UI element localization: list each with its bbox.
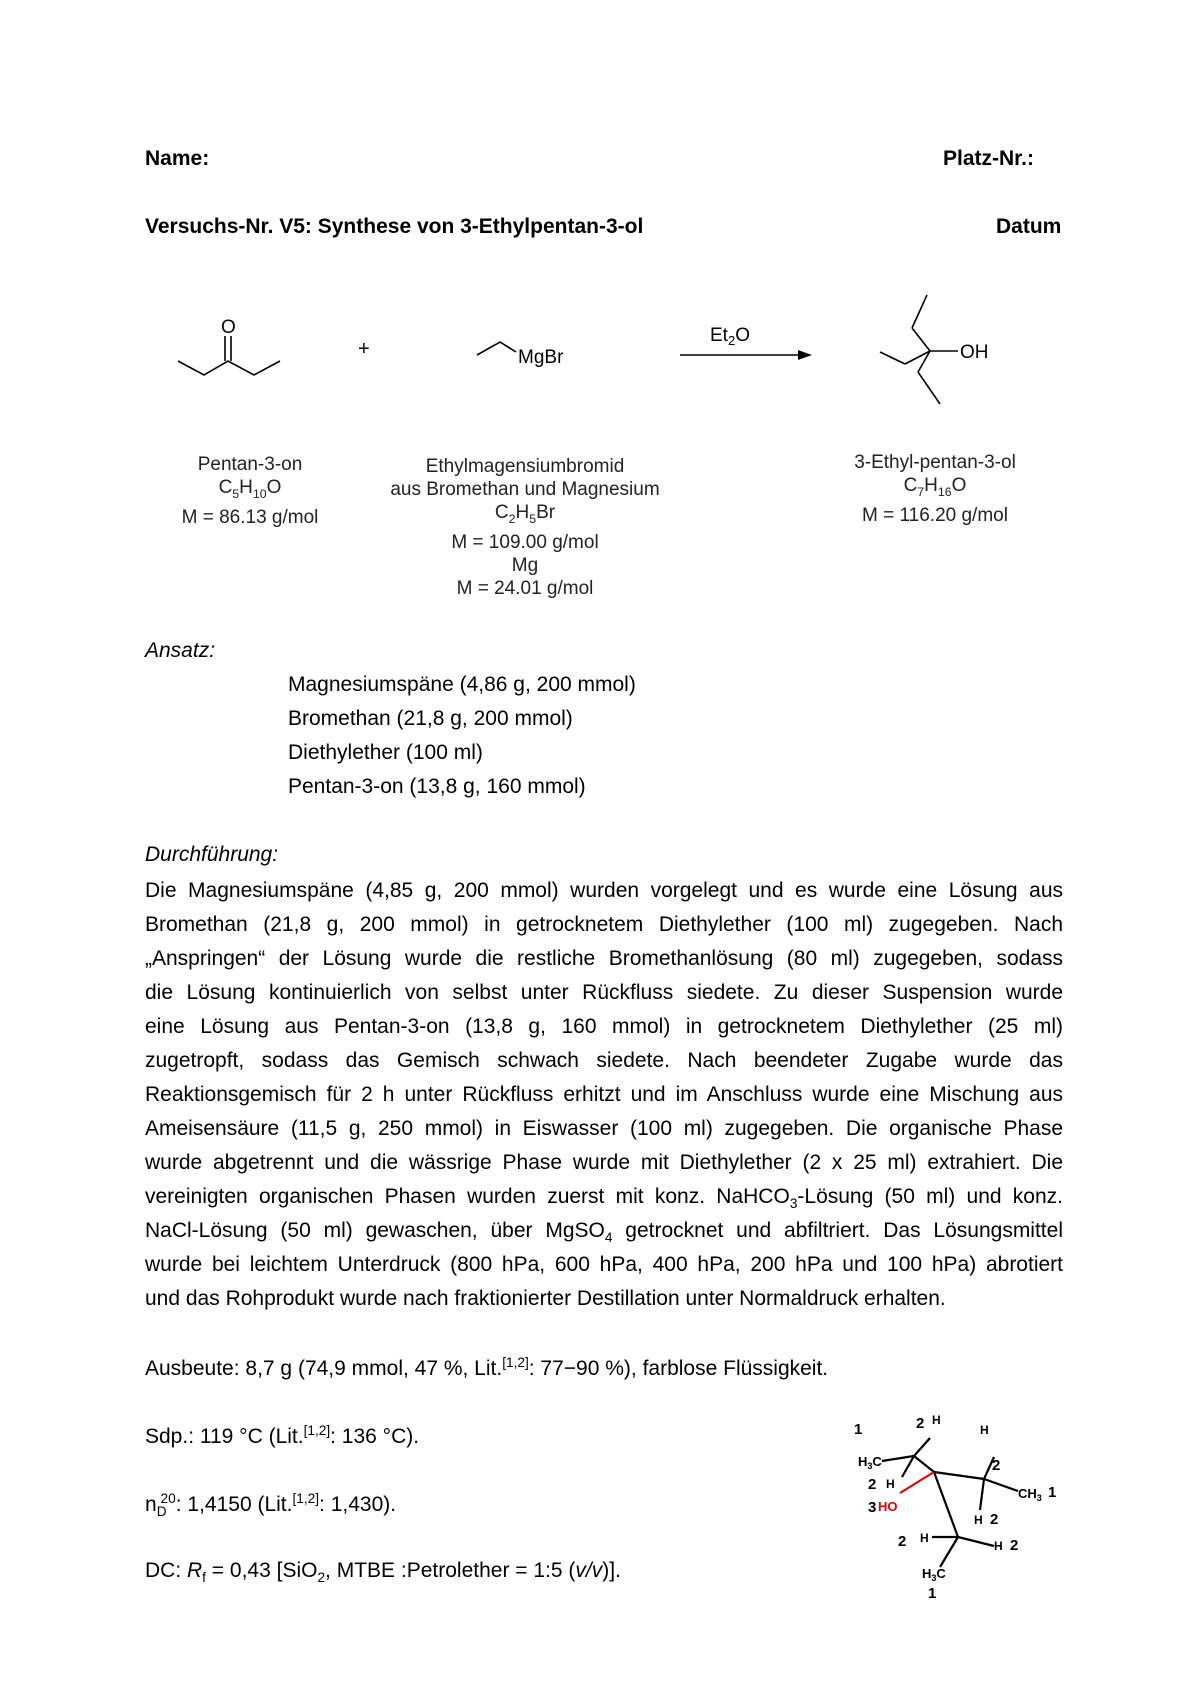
svg-text:H3C: $H_3C$ xyxy=(922,1566,946,1583)
svg-text:H: H xyxy=(974,1513,983,1527)
svg-text:1: 1 xyxy=(854,1421,863,1438)
procedure-line: eine Lösung aus Pentan-3-on (13,8 g, 160 mmol) in getrocknetem Diethylether (25 ml) xyxy=(145,1015,1063,1038)
hydroxyl-label: HO xyxy=(878,1499,898,1514)
oh-label: OH xyxy=(960,342,989,363)
svg-text:3: 3 xyxy=(868,1499,877,1516)
ansatz-item: Pentan-3-on (13,8 g, 160 mmol) xyxy=(288,775,586,798)
plus-sign: + xyxy=(358,338,370,360)
experiment-title: Versuchs-Nr. V5: Synthese von 3-Ethylpentan-3-ol xyxy=(145,215,644,238)
svg-text:H: H xyxy=(932,1413,941,1427)
svg-text:2: 2 xyxy=(916,1415,925,1432)
oxygen-atom-label: O xyxy=(221,317,236,338)
ansatz-item: Bromethan (21,8 g, 200 mmol) xyxy=(288,707,573,730)
reactant2-info xyxy=(375,455,675,600)
svg-text:1: 1 xyxy=(1048,1484,1057,1501)
procedure-line: vereinigten organischen Phasen wurden zuerst mit konz. NaHCO$_3$-Lösung (50 ml) und konz. xyxy=(145,1185,1063,1212)
procedure-line: zugetropft, sodass das Gemisch schwach siedete. Nach beendeter Zugabe wurde das xyxy=(145,1049,1063,1072)
name-label: Name: xyxy=(145,147,210,170)
magnesium-mass: M = 24.01 g/mol xyxy=(456,577,594,599)
durchfuehrung-label: Durchführung: xyxy=(145,843,279,866)
reactant2-source: aus Bromethan und Magnesium xyxy=(390,479,660,500)
svg-text:2: 2 xyxy=(1010,1537,1019,1554)
svg-text:H: H xyxy=(886,1477,895,1491)
ansatz-item: Diethylether (100 ml) xyxy=(288,741,483,764)
svg-text:2: 2 xyxy=(990,1511,999,1528)
procedure-line: „Anspringen“ der Lösung wurde die restliche Bromethanlösung (80 ml) zugegeben, sodass xyxy=(145,947,1063,970)
ansatz-item: Magnesiumspäne (4,86 g, 200 mmol) xyxy=(288,673,636,696)
procedure-line: wurde bei leichtem Unterdruck (800 hPa, 600 hPa, 400 hPa, 200 hPa und 100 hPa) abrotiert xyxy=(145,1253,1063,1276)
procedure-line: Ameisensäure (11,5 g, 250 mmol) in Eiswasser (100 ml) zugegeben. Die organische Phase xyxy=(145,1117,1063,1140)
ethylmagnesiumbromide-structure xyxy=(477,342,516,355)
ansatz-label: Ansatz: xyxy=(145,639,216,662)
procedure-line: NaCl-Lösung (50 ml) gewaschen, über MgSO$_4$ getrocknet und abfiltriert. Das Lösungsmittel xyxy=(145,1219,1063,1246)
procedure-line: Die Magnesiumspäne (4,85 g, 200 mmol) wurden vorgelegt und es wurde eine Lösung aus xyxy=(145,879,1063,902)
mgbr-label: MgBr xyxy=(518,347,564,368)
procedure-line: Reaktionsgemisch für 2 h unter Rückfluss erhitzt und im Anschluss wurde eine Mischung aus xyxy=(145,1083,1063,1106)
brechungsindex: $n_D^{20}$: 1,4150 (Lit.[1,2]: 1,430). xyxy=(145,1491,397,1520)
reactant1-mass: M = 86.13 g/mol xyxy=(181,506,319,528)
solvent-label: $Et_2O$ xyxy=(710,325,750,348)
reactant1-formula: $C_5H_{10}O$ xyxy=(218,477,282,501)
svg-text:2: 2 xyxy=(868,1476,877,1493)
svg-text:H: H xyxy=(980,1423,989,1437)
svg-text:2: 2 xyxy=(898,1533,907,1550)
product-3d-structure xyxy=(840,1410,1080,1610)
reactant2-mass: M = 109.00 g/mol xyxy=(451,531,599,553)
procedure-line: die Lösung kontinuierlich von selbst unter Rückfluss siedete. Zu dieser Suspension wurde xyxy=(145,981,1063,1004)
reactant1-name: Pentan-3-on xyxy=(197,454,303,475)
reactant2-formula: $C_2H_5Br$ xyxy=(494,502,556,526)
dc-result: DC: $R_f = 0,43$ [SiO$_2$, MTBE :Petrolether = 1:5 (v/v)]. xyxy=(145,1559,621,1586)
product-mass: M = 116.20 g/mol xyxy=(862,504,1008,526)
reaction-arrow xyxy=(680,350,812,360)
product-formula: $C_7H_{16}O$ xyxy=(903,475,967,499)
pentan-3-on-structure xyxy=(178,336,280,375)
platz-nr-label: Platz-Nr.: xyxy=(943,147,1035,170)
procedure-line: Bromethan (21,8 g, 200 mmol) in getrocknetem Diethylether (100 ml) zugegeben. Nach xyxy=(145,913,1063,936)
reaction-scheme xyxy=(0,280,1200,420)
svg-text:H: H xyxy=(994,1539,1003,1553)
product-info xyxy=(835,451,1035,527)
svg-text:2: 2 xyxy=(992,1457,1001,1474)
procedure-line: wurde abgetrennt und die wässrige Phase wurde mit Diethylether (2 x 25 ml) extrahiert. Die xyxy=(145,1151,1063,1174)
siedepunkt: Sdp.: 119 °C (Lit.[1,2]: 136 °C). xyxy=(145,1423,420,1448)
product-name: 3-Ethyl-pentan-3-ol xyxy=(854,452,1016,473)
procedure-line: und das Rohprodukt wurde nach fraktionierter Destillation unter Normaldruck erhalten. xyxy=(145,1287,946,1310)
svg-text:H: H xyxy=(920,1531,929,1545)
datum-label: Datum xyxy=(996,215,1062,238)
reactant1-info xyxy=(150,453,350,529)
svg-text:H3C: $H_3C$ xyxy=(858,1454,882,1471)
durchfuehrung-text xyxy=(145,874,1063,1316)
svg-text:1: 1 xyxy=(928,1585,937,1602)
reactant2-name: Ethylmagensiumbromid xyxy=(425,456,625,477)
ausbeute: Ausbeute: 8,7 g (74,9 mmol, 47 %, Lit.[1,2]: 77−90 %), farblose Flüssigkeit. xyxy=(145,1355,829,1380)
svg-text:CH3: $CH_3$ xyxy=(1018,1486,1042,1503)
product-structure xyxy=(880,295,958,404)
magnesium-label: Mg xyxy=(511,554,539,576)
